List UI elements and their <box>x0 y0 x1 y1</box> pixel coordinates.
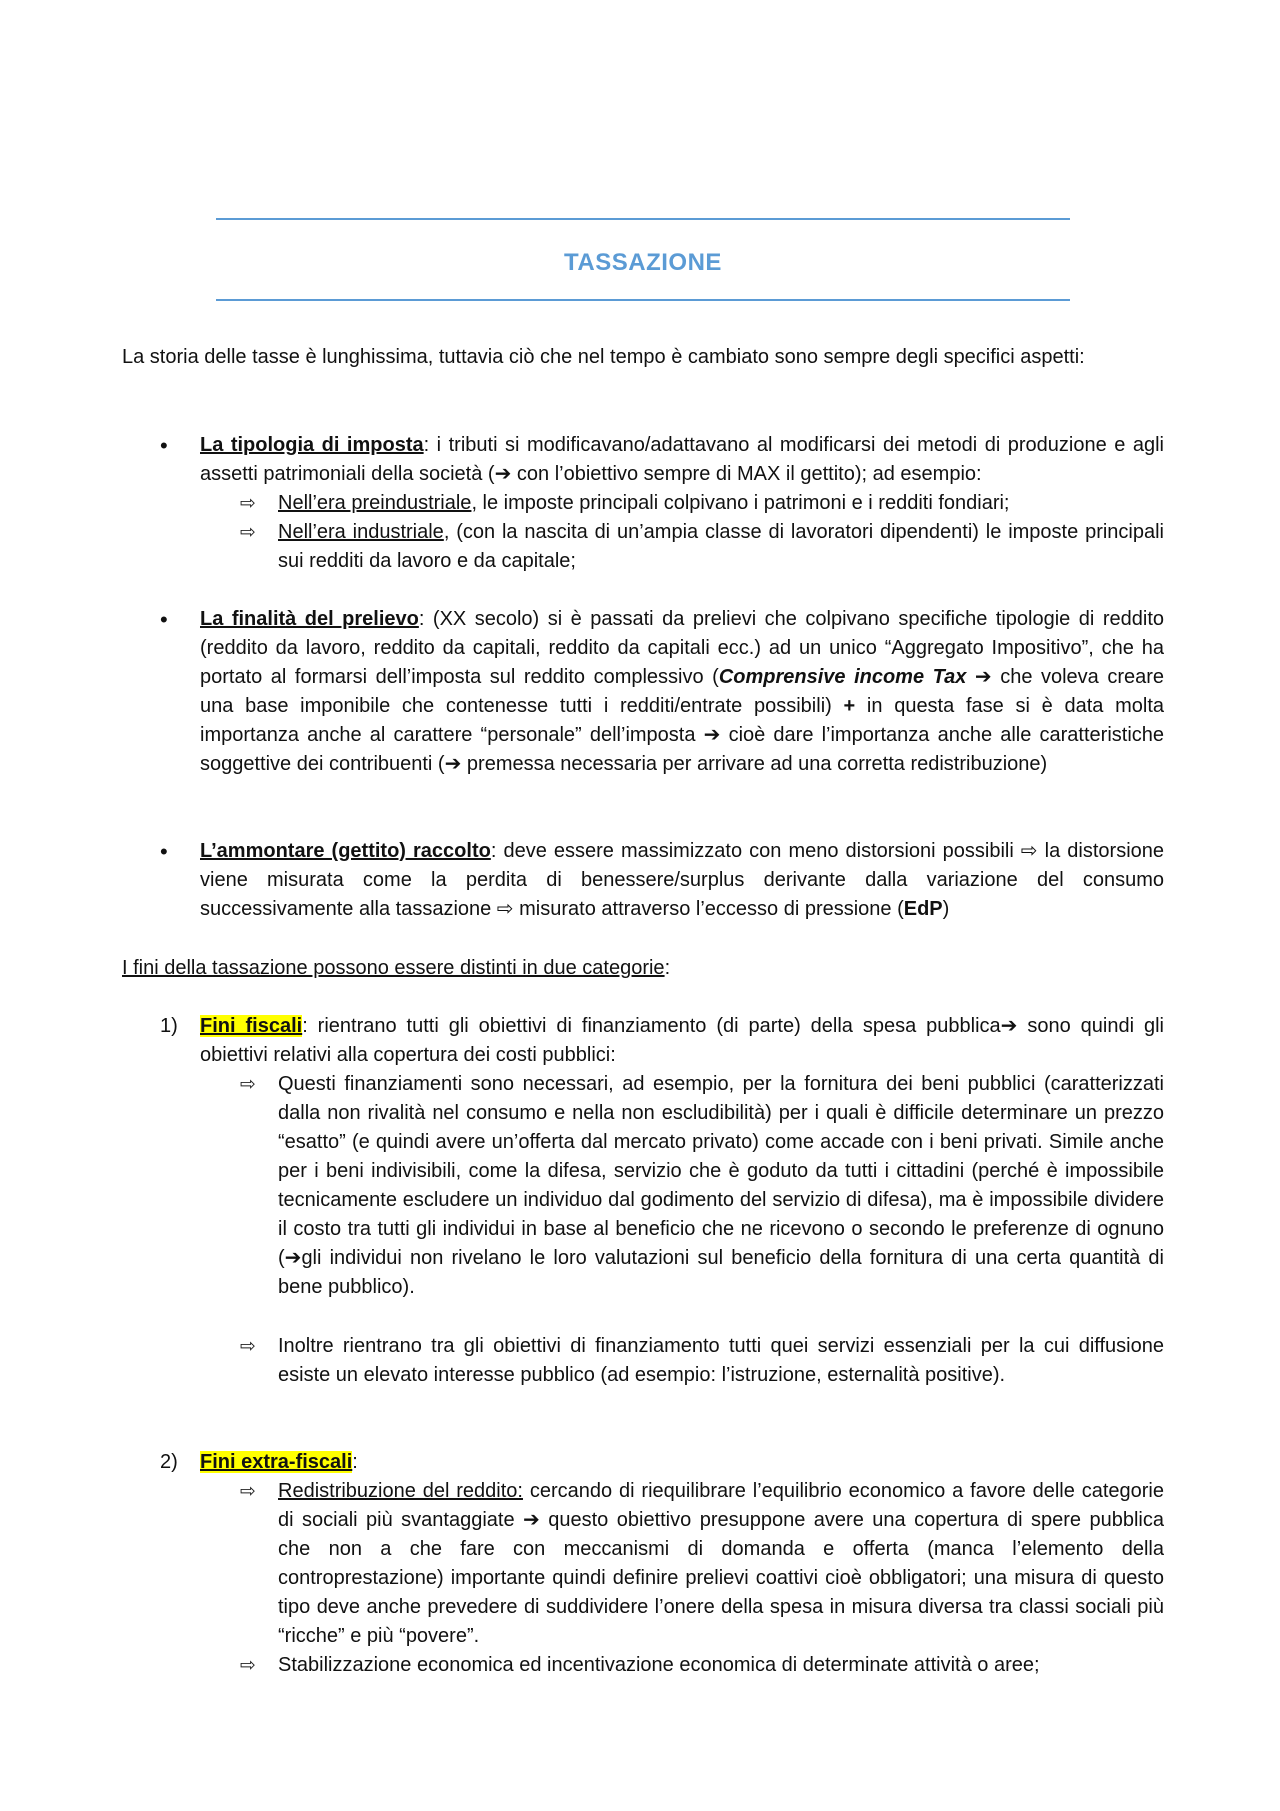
bullet-tipologia: La tipologia di imposta: i tributi si modificavano/adattavano al modificarsi dei metodi di produzione e agli assetti patrimoniali della società (➔ con l’obiettivo sempre di MAX il gettito); ad esempio: <box>200 434 1164 485</box>
bullet-label: La finalità del prelievo <box>200 608 419 630</box>
sub-arrow-icon: ⇨ <box>240 1074 256 1095</box>
fini-extra-fiscali: Fini extra-fiscali: <box>200 1451 358 1473</box>
arrow-icon: ➔ <box>1000 1015 1018 1037</box>
sub-item-redistribuzione: Redistribuzione del reddito: cercando di riequilibrare l’equilibrio economico a favore delle categorie di sociali più svantaggiate ➔ questo obiettivo presuppone avere una copertura di spere pubblica che non a che fare con meccanismi di domanda e offerta (manca l’elemento della controprestazione) importante quindi definire prelievi coattivi cioè obbligatori; una misura di questo tipo deve anche prevedere di suddividere l’onere della spesa in misura diversa tra classi sociali più “ricche” e più “povere”. <box>278 1480 1165 1647</box>
arrow-icon: ➔ <box>523 1509 540 1531</box>
sub-item-servizi-essenziali: Inoltre rientrano tra gli obiettivi di finanziamento tutti quei servizi essenziali per la cui diffusione esiste un elevato interesse pubblico (ad esempio: l’istruzione, esternalità positive). <box>278 1335 1164 1386</box>
title-top-rule <box>216 218 1070 220</box>
sub-arrow-icon: ⇨ <box>240 1481 256 1502</box>
bullet-dot-1: • <box>160 433 168 458</box>
sub-item-preindustriale: Nell’era preindustriale, le imposte principali colpivano i patrimoni e i redditi fondiari; <box>278 492 1010 514</box>
sub-item-industriale: Nell’era industriale, (con la nascita di un’ampia classe di lavoratori dipendenti) le imposte principali sui redditi da lavoro e da capitale; <box>278 521 1164 572</box>
bullet-finalita: La finalità del prelievo: (XX secolo) si è passati da prelievi che colpivano specifiche tipologie di reddito (reddito da lavoro, reddito da capitali, reddito da capitali ecc.) ad un unico “Aggregato Impositivo”, che ha portato al formarsi dell’imposta sul reddito complessivo (Comprensive income Tax ➔ che voleva creare una base imponibile che contenesse tutti i redditi/entrate possibili) + in questa fase si è data molta importanza anche al carattere “personale” dell’imposta ➔ cioè dare l’importanza anche alle caratteristiche soggettive dei contribuenti (➔ premessa necessaria per arrivare ad una corretta redistribuzione) <box>200 608 1165 775</box>
arrow-icon: ➔ <box>284 1247 302 1269</box>
highlighted-label: Fini extra-fiscali <box>200 1451 353 1473</box>
fini-heading: I fini della tassazione possono essere distinti in due categorie: <box>122 957 671 979</box>
bullet-dot-2: • <box>160 607 168 632</box>
fini-fiscali: Fini fiscali: rientrano tutti gli obiettivi di finanziamento (di parte) della spesa pubblica➔ sono quindi gli obiettivi relativi alla copertura dei costi pubblici: <box>200 1015 1164 1066</box>
sub-arrow-icon: ⇨ <box>240 493 256 514</box>
bullet-label: La tipologia di imposta <box>200 434 424 456</box>
arrow-icon: ⇨ <box>496 898 514 920</box>
bullet-label: L’ammontare (gettito) raccolto <box>200 840 491 862</box>
sub-arrow-icon: ⇨ <box>240 522 256 543</box>
page-title: TASSAZIONE <box>564 249 722 276</box>
arrow-icon: ➔ <box>703 724 721 746</box>
list-number: 2) <box>160 1451 178 1473</box>
sub-arrow-icon: ⇨ <box>240 1655 256 1676</box>
sub-item-finanziamenti: Questi finanziamenti sono necessari, ad esempio, per la fornitura dei beni pubblici (caratterizzati dalla non rivalità nel consumo e nella non escludibilità) per i quali è difficile determinare un prezzo “esatto” (e quindi avere un’offerta dal mercato privato) come accade con i beni privati. Simile anche per i beni indivisibili, come la difesa, servizio che è goduto da tutti i cittadini (perché è impossibile tecnicamente escludere un individuo dal godimento del servizio di difesa), ma è impossibile dividere il costo tra tutti gli individui in base al beneficio che ne ricevono o secondo le preferenze di ognuno (➔gli individui non rivelano le loro valutazioni sul beneficio della fornitura di una certa quantità di bene pubblico). <box>278 1073 1164 1298</box>
intro-paragraph: La storia delle tasse è lunghissima, tuttavia ciò che nel tempo è cambiato sono sempre degli specifici aspetti: <box>122 346 1085 368</box>
bullet-dot-3: • <box>160 839 168 864</box>
sub-arrow-icon: ⇨ <box>240 1336 256 1357</box>
arrow-icon: ⇨ <box>1020 840 1038 862</box>
title-bottom-rule <box>216 299 1070 301</box>
arrow-icon: ➔ <box>974 666 992 688</box>
arrow-icon: ➔ <box>494 463 512 485</box>
arrow-icon: ➔ <box>444 753 462 775</box>
highlighted-label: Fini fiscali <box>200 1015 303 1037</box>
list-number: 1) <box>160 1015 178 1037</box>
bullet-ammontare: L’ammontare (gettito) raccolto: deve essere massimizzato con meno distorsioni possibili ⇨ la distorsione viene misurata come la perdita di benessere/surplus derivante dalla variazione del consumo successivamente alla tassazione ⇨ misurato attraverso l’eccesso di pressione (EdP) <box>200 840 1165 920</box>
sub-item-stabilizzazione: Stabilizzazione economica ed incentivazione economica di determinate attività o aree; <box>278 1654 1040 1676</box>
